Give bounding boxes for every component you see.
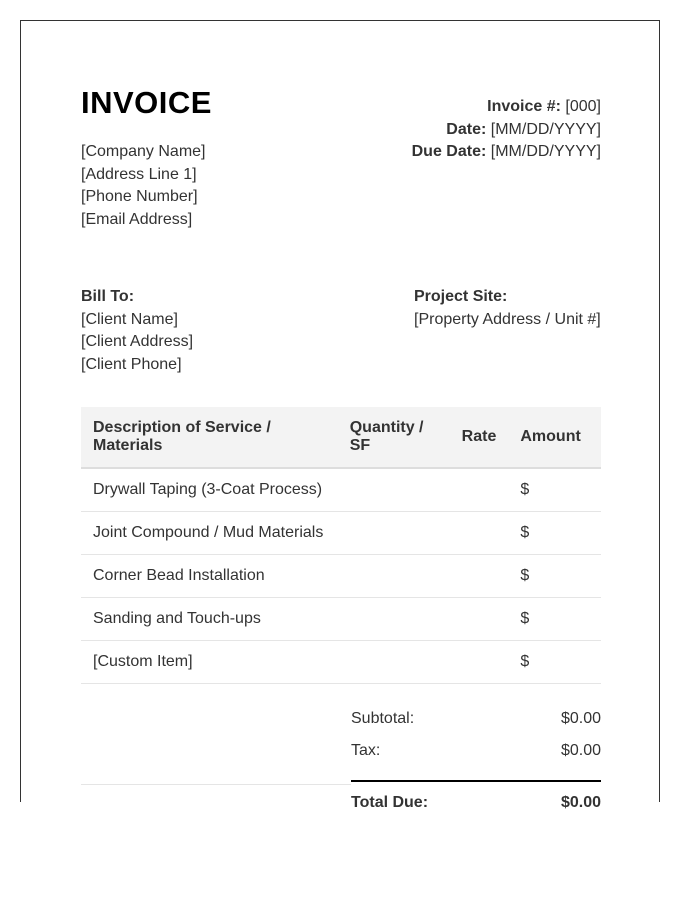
subtotal-label: Subtotal: bbox=[351, 710, 415, 727]
company-name: [Company Name] bbox=[81, 143, 206, 160]
table-row bbox=[81, 641, 601, 684]
row-amount: $ bbox=[508, 512, 601, 555]
project-site-address: [Property Address / Unit #] bbox=[414, 310, 601, 328]
total-due-row bbox=[351, 793, 601, 813]
line-items-table bbox=[81, 407, 601, 684]
due-date-line bbox=[412, 141, 601, 164]
row-quantity bbox=[338, 468, 447, 512]
row-quantity bbox=[338, 555, 447, 598]
invoice-number-label: Invoice #: bbox=[487, 98, 561, 115]
header-amount: Amount bbox=[508, 407, 601, 468]
client-name: [Client Name] bbox=[81, 310, 178, 328]
header-description: Description of Service / Materials bbox=[81, 407, 338, 468]
tax-value: $0.00 bbox=[560, 742, 601, 759]
invoice-meta bbox=[412, 96, 601, 164]
header-quantity: Quantity / SF bbox=[338, 407, 447, 468]
row-description: Sanding and Touch-ups bbox=[81, 598, 338, 641]
company-info bbox=[81, 141, 206, 231]
table-header-row bbox=[81, 407, 601, 468]
company-phone: [Phone Number] bbox=[81, 188, 198, 205]
tax-label: Tax: bbox=[351, 742, 381, 759]
row-description: Drywall Taping (3-Coat Process) bbox=[81, 468, 338, 512]
row-quantity bbox=[338, 598, 447, 641]
row-description: Joint Compound / Mud Materials bbox=[81, 512, 338, 555]
invoice-page bbox=[20, 20, 660, 811]
total-due-label: Total Due: bbox=[351, 794, 429, 811]
row-amount: $ bbox=[508, 641, 601, 684]
row-rate bbox=[446, 468, 508, 512]
totals-section bbox=[351, 707, 601, 813]
tax-row bbox=[351, 739, 601, 771]
totals-divider bbox=[351, 780, 601, 782]
client-address: [Client Address] bbox=[81, 333, 194, 350]
project-site-label: Project Site: bbox=[414, 288, 508, 305]
row-quantity bbox=[338, 641, 447, 684]
company-email: [Email Address] bbox=[81, 210, 193, 228]
invoice-title: INVOICE bbox=[81, 85, 212, 120]
invoice-date-line bbox=[412, 119, 601, 142]
table-row bbox=[81, 598, 601, 641]
invoice-date-value: [MM/DD/YYYY] bbox=[490, 120, 601, 138]
row-rate bbox=[446, 641, 508, 684]
bill-to-label: Bill To: bbox=[81, 288, 135, 305]
invoice-number-line bbox=[412, 96, 601, 119]
due-date-label: Due Date: bbox=[411, 143, 487, 160]
subtotal-value: $0.00 bbox=[560, 710, 601, 727]
row-amount: $ bbox=[508, 555, 601, 598]
subtotal-row bbox=[351, 707, 601, 739]
row-amount: $ bbox=[508, 468, 601, 512]
total-due-value: $0.00 bbox=[560, 794, 601, 811]
table-row bbox=[81, 468, 601, 512]
company-address: [Address Line 1] bbox=[81, 165, 197, 183]
project-site-section bbox=[414, 286, 601, 331]
row-description: [Custom Item] bbox=[81, 641, 338, 684]
row-rate bbox=[446, 598, 508, 641]
invoice-number-value: [000] bbox=[565, 98, 601, 115]
header-rate: Rate bbox=[446, 407, 508, 468]
client-phone: [Client Phone] bbox=[81, 355, 182, 373]
bill-to-section bbox=[81, 286, 193, 376]
totals-left-divider bbox=[81, 784, 351, 785]
row-rate bbox=[446, 555, 508, 598]
row-description: Corner Bead Installation bbox=[81, 555, 338, 598]
table-row bbox=[81, 555, 601, 598]
table-row bbox=[81, 512, 601, 555]
row-quantity bbox=[338, 512, 447, 555]
due-date-value: [MM/DD/YYYY] bbox=[490, 143, 601, 160]
row-rate bbox=[446, 512, 508, 555]
row-amount: $ bbox=[508, 598, 601, 641]
invoice-date-label: Date: bbox=[446, 120, 487, 138]
